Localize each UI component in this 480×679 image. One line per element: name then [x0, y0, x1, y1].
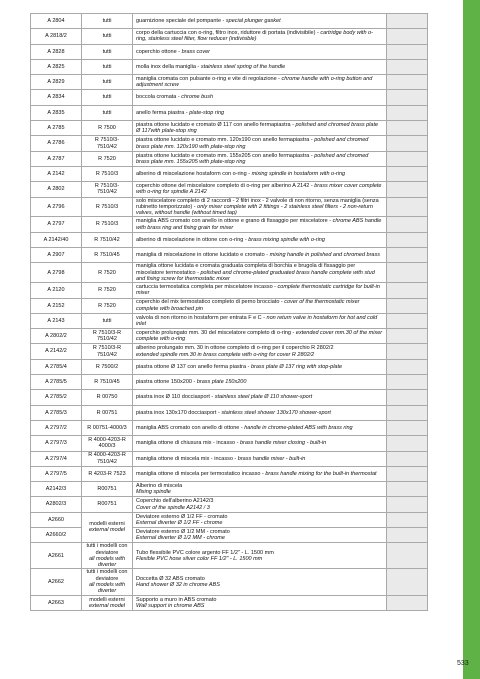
part-description: alberino di miscelazione hostaform con o-ring - mixing spindle in hostaform with o-ring: [133, 166, 387, 181]
model-ref: tutti i modelli con deviatore all models with diverter: [82, 569, 133, 595]
part-code: A 2797/3: [31, 436, 82, 451]
image-cell: [387, 359, 428, 374]
part-code: A 2797/4: [31, 451, 82, 466]
table-row: [31, 375, 428, 390]
image-cell: [387, 136, 428, 151]
model-ref: R 7510/45: [82, 248, 133, 263]
image-cell: [387, 569, 428, 595]
part-code: A 2802: [31, 182, 82, 197]
image-cell: [387, 121, 428, 136]
part-description: Tubo flessibile PVC colore argento FF 1/2" - L. 1500 mm Flexible PVC hose silver color FF 1/2" - L. 1500 mm: [133, 543, 387, 569]
model-ref: R 7500: [82, 121, 133, 136]
model-ref: R 7510/3: [82, 217, 133, 232]
table-row: [31, 29, 428, 44]
part-description: maniglia ABS cromato con anello di ottone - handle in chrome-plated ABS with brass ring: [133, 420, 387, 435]
image-cell: [387, 217, 428, 232]
model-ref: R 7520: [82, 263, 133, 283]
image-cell: [387, 466, 428, 481]
part-description: coperchio ottone del miscelatore completo di o-ring per alberino A 2142 - brass mixer cover complete with o-ring for spindle A 2142: [133, 182, 387, 197]
part-description: molla inox della maniglia - stainless steel spring of the handle: [133, 59, 387, 74]
part-description: Deviatore esterno Ø 1/2 FF - cromato External diverter Ø 1/2 FF - chrome: [133, 512, 387, 527]
part-description: piastra ottone 150x200 - brass plate 150x200: [133, 375, 387, 390]
image-cell: [387, 451, 428, 466]
image-cell: [387, 59, 428, 74]
image-cell: [387, 283, 428, 298]
image-cell: [387, 344, 428, 359]
part-code: A 2907: [31, 248, 82, 263]
table-row: [31, 90, 428, 105]
model-ref: R 7510/3-R 7510/42: [82, 329, 133, 344]
table-row: [31, 451, 428, 466]
image-cell: [387, 166, 428, 181]
part-code: A 2798: [31, 263, 82, 283]
part-description: coperchio del mix termostatico completo di perno brocciato - cover of the thermostatic mixer complete with broached pin: [133, 298, 387, 313]
image-cell: [387, 436, 428, 451]
part-code: A 2785/2: [31, 390, 82, 405]
image-cell: [387, 44, 428, 59]
table-row: [31, 136, 428, 151]
part-description: coperchio prolungato mm. 30 del miscelatore completo di o-ring - extended cover mm.30 of the mixer complete with o-ring: [133, 329, 387, 344]
image-cell: [387, 390, 428, 405]
image-cell: [387, 313, 428, 328]
model-ref: R 4000-4203-R 4000/3: [82, 436, 133, 451]
part-description: alberino prolungato mm. 30 in ottone completo di o-ring per il coperchio R 2802/2 extended spindle mm.30 in brass complete with o-ring for cover R 2802/2: [133, 344, 387, 359]
part-description: maniglia ottone di miscela mix - incasso - brass handle mixer - built-in: [133, 451, 387, 466]
part-description: Supporto a muro in ABS cromato Wall support in chrome ABS: [133, 595, 387, 610]
model-ref: R 7510/3-7510/42: [82, 182, 133, 197]
parts-table: [30, 13, 428, 611]
part-code: A 2785/5: [31, 375, 82, 390]
image-cell: [387, 298, 428, 313]
part-description: Doccetta Ø 32 ABS cromato Hand shower Ø 32 in chrome ABS: [133, 569, 387, 595]
table-row: [31, 344, 428, 359]
part-description: corpo della cartuccia con o-ring, filtro inox, riduttore di portata (indivisibile) - cartridge body with o-ring, stainless steel filter, flow reducer (indivisible): [133, 29, 387, 44]
part-description: maniglia ottone di miscela per termostatico incasso - brass handle mixing for the built-in thermostat: [133, 466, 387, 481]
image-cell: [387, 405, 428, 420]
image-cell: [387, 182, 428, 197]
part-description: maniglia di miscelazione in ottone lucidato e cromato - mixing handle in polished and chromed brass: [133, 248, 387, 263]
table-row: [31, 75, 428, 90]
part-description: piastra ottone lucidato e cromato Ø 117 con anello fermapiastra - polished and chromed brass plate Ø 117with plate-stop ring: [133, 121, 387, 136]
part-code: A 2785/4: [31, 359, 82, 374]
part-code: A 2802/2: [31, 329, 82, 344]
table-row: [31, 248, 428, 263]
part-description: piastra ottone lucidato e cromato mm. 120x190 con anello fermapiastra - polished and chromed brass plate mm. 120x190 with plate-stop ring: [133, 136, 387, 151]
table-row: [31, 512, 428, 527]
model-ref: tutti: [82, 313, 133, 328]
model-ref: R00751: [82, 482, 133, 497]
part-code: A 2142: [31, 166, 82, 181]
part-code: A2142/3: [31, 482, 82, 497]
part-description: coperchio ottone - brass cover: [133, 44, 387, 59]
part-description: anello ferma piastra - plate-stop ring: [133, 105, 387, 120]
part-code: A 2829: [31, 75, 82, 90]
image-cell: [387, 232, 428, 247]
model-ref: R 7510/3-R 7510/42: [82, 344, 133, 359]
part-code: A 2797: [31, 217, 82, 232]
table-row: [31, 121, 428, 136]
part-code: A 2152: [31, 298, 82, 313]
part-code: A 2828: [31, 44, 82, 59]
model-ref: R 7520: [82, 151, 133, 166]
table-row: [31, 283, 428, 298]
part-code: A2661: [31, 543, 82, 569]
part-code: A 2804: [31, 14, 82, 29]
model-ref: tutti: [82, 14, 133, 29]
part-code: A 2835: [31, 105, 82, 120]
part-code: A 2796: [31, 197, 82, 217]
image-cell: [387, 248, 428, 263]
part-code: A2660/2: [31, 527, 82, 542]
model-ref: tutti: [82, 29, 133, 44]
image-cell: [387, 512, 428, 527]
model-ref: R 7500/2: [82, 359, 133, 374]
model-ref: R 00750: [82, 390, 133, 405]
table-row: [31, 14, 428, 29]
part-description: Deviatore esterno Ø 1/2 MM - cromato External diverter Ø 1/2 MM - chrome: [133, 527, 387, 542]
table-row: [31, 543, 428, 569]
model-ref: tutti: [82, 75, 133, 90]
part-code: A 2785: [31, 121, 82, 136]
part-description: maniglia ottone di chiusura mix - incasso - brass handle mixer closing - built-in: [133, 436, 387, 451]
image-cell: [387, 497, 428, 512]
model-ref: tutti: [82, 59, 133, 74]
table-row: [31, 420, 428, 435]
image-cell: [387, 482, 428, 497]
model-ref: tutti: [82, 44, 133, 59]
part-code: A 2142/40: [31, 232, 82, 247]
model-ref: tutti i modelli con deviatore all models with diverter: [82, 543, 133, 569]
model-ref: modelli esterni external model: [82, 512, 133, 543]
model-ref: modelli esterni external model: [82, 595, 133, 610]
image-cell: [387, 527, 428, 542]
table-row: [31, 497, 428, 512]
part-description: cartuccia termostatica completa per miscelatore incasso - complete thermostatic cartridge for built-in mixer: [133, 283, 387, 298]
table-row: [31, 182, 428, 197]
table-row: [31, 359, 428, 374]
part-description: alberino di miscelazione in ottone con o-ring - brass mixing spindle with o-ring: [133, 232, 387, 247]
table-row: [31, 390, 428, 405]
table-row: [31, 595, 428, 610]
part-description: solo miscelatore completo di 2 raccordi - 2 filtri inox - 2 valvole di non ritorno, senza maniglia (senza rubinetto temporizzato) - only mixer complete with 2 fittings - 2 stainless steel filters - 2 non-return valves, without handle (without timed tap): [133, 197, 387, 217]
part-code: A2663: [31, 595, 82, 610]
model-ref: R 7510/3-7510/42: [82, 136, 133, 151]
part-description: Alberino di miscela Mixing spindle: [133, 482, 387, 497]
image-cell: [387, 197, 428, 217]
image-cell: [387, 595, 428, 610]
part-code: A 2818/2: [31, 29, 82, 44]
part-code: A2662: [31, 569, 82, 595]
table-row: [31, 569, 428, 595]
table-row: [31, 105, 428, 120]
part-code: A 2825: [31, 59, 82, 74]
image-cell: [387, 29, 428, 44]
model-ref: R 00751-4000/3: [82, 420, 133, 435]
page-number: 533: [457, 660, 469, 667]
image-cell: [387, 543, 428, 569]
table-row: [31, 405, 428, 420]
model-ref: R 7510/45: [82, 375, 133, 390]
table-row: [31, 482, 428, 497]
model-ref: R 7520: [82, 298, 133, 313]
table-row: [31, 466, 428, 481]
part-code: A 2142/2: [31, 344, 82, 359]
table-row: [31, 232, 428, 247]
image-cell: [387, 263, 428, 283]
part-code: A 2120: [31, 283, 82, 298]
part-description: piastra ottone Ø 137 con anello ferma piastra - brass plate Ø 137 ring with stop-plate: [133, 359, 387, 374]
part-description: guarnizione speciale del pompante - special plunger gasket: [133, 14, 387, 29]
table-row: [31, 197, 428, 217]
part-code: A 2787: [31, 151, 82, 166]
table-row: [31, 436, 428, 451]
green-side-tab: [463, 0, 480, 679]
model-ref: R00751: [82, 497, 133, 512]
part-description: maniglia cromata con pulsante o-ring e vite di regolazione - chrome handle with o-ring button and adjustment screw: [133, 75, 387, 90]
model-ref: tutti: [82, 90, 133, 105]
table-row: [31, 298, 428, 313]
part-description: piastra inox Ø 110 docciasport - stainless steel plate Ø 110 shower-sport: [133, 390, 387, 405]
table-row: [31, 329, 428, 344]
table-row: [31, 217, 428, 232]
image-cell: [387, 329, 428, 344]
part-code: A2802/3: [31, 497, 82, 512]
part-code: A 2797/2: [31, 420, 82, 435]
model-ref: R 00751: [82, 405, 133, 420]
part-code: A 2797/5: [31, 466, 82, 481]
part-description: piastra ottone lucidato e cromato mm. 155x205 con anello fermapiastra - polished and chromed brass plate mm. 155x205 with plate-stop ring: [133, 151, 387, 166]
image-cell: [387, 90, 428, 105]
model-ref: tutti: [82, 105, 133, 120]
part-code: A 2834: [31, 90, 82, 105]
table-row: [31, 59, 428, 74]
table-row: [31, 166, 428, 181]
part-description: Coperchio dell'alberino A2142/3 Cover of the spindle A2142 / 3: [133, 497, 387, 512]
part-description: maniglia ABS cromato con anello in ottone e grano di fissaggio per miscelatore - chrome ABS handle with brass ring and fixing grain for mixer: [133, 217, 387, 232]
part-code: A 2785/3: [31, 405, 82, 420]
table-row: [31, 44, 428, 59]
part-description: valvola di non ritorno in hostaform per entrata F e C - non return valve in hostaform for hot and cold inlet: [133, 313, 387, 328]
part-code: A2660: [31, 512, 82, 527]
image-cell: [387, 420, 428, 435]
part-description: maniglia ottone lucidata e cromata graduata completa di borchia e brugola di fissaggio per miscelatore termostatico - polished and chrome-plated graduated brass handle complete with stud and fixing screw for thermostatic mixer: [133, 263, 387, 283]
model-ref: R 7510/42: [82, 232, 133, 247]
table-row: [31, 263, 428, 283]
model-ref: R 7510/3: [82, 166, 133, 181]
model-ref: R 4203-R 7523: [82, 466, 133, 481]
image-cell: [387, 105, 428, 120]
model-ref: R 7520: [82, 283, 133, 298]
image-cell: [387, 75, 428, 90]
model-ref: R 7510/3: [82, 197, 133, 217]
part-code: A 2786: [31, 136, 82, 151]
model-ref: R 4000-4203-R 7510/42: [82, 451, 133, 466]
image-cell: [387, 14, 428, 29]
image-cell: [387, 375, 428, 390]
part-code: A 2143: [31, 313, 82, 328]
part-description: piastra inox 130x170 docciasport - stainless steel shower 130x170 shower-sport: [133, 405, 387, 420]
image-cell: [387, 151, 428, 166]
table-row: [31, 151, 428, 166]
table-row: [31, 313, 428, 328]
part-description: boccola cromata - chrome bush: [133, 90, 387, 105]
